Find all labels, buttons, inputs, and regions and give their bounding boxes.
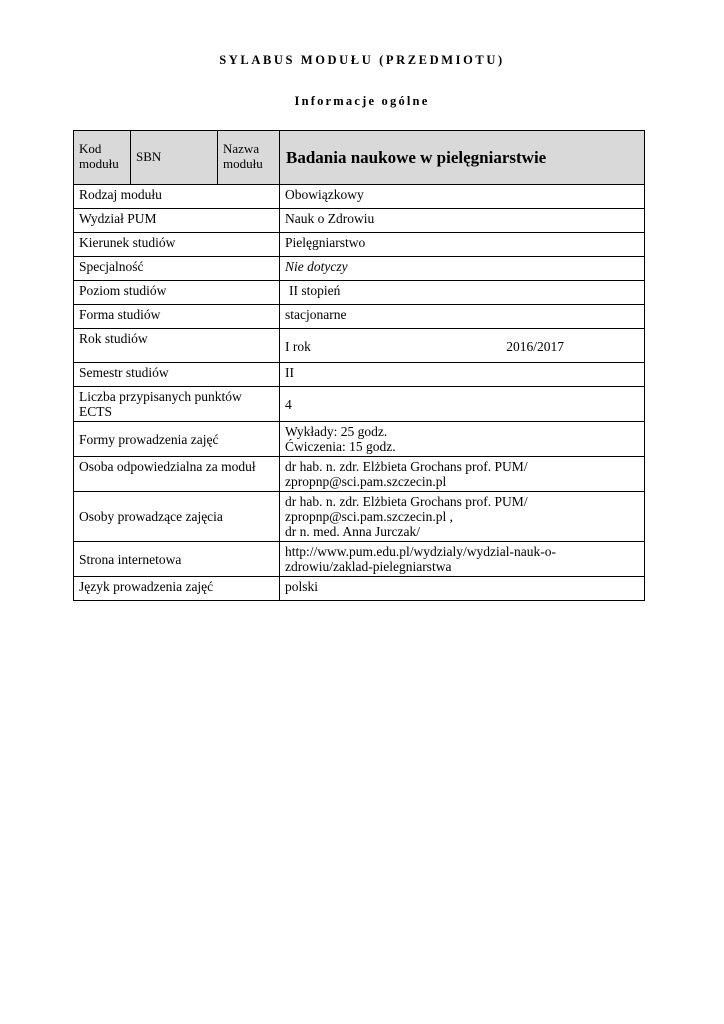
row-label: Forma studiów (74, 305, 280, 329)
row-value: 4 (280, 387, 645, 422)
table-row (74, 209, 645, 233)
row-label: Poziom studiów (74, 281, 280, 305)
row-label: Osoby prowadzące zajęcia (74, 492, 280, 542)
row-label: Wydział PUM (74, 209, 280, 233)
module-info-table (73, 130, 645, 601)
value-line: dr hab. n. zdr. Elżbieta Grochans prof. PUM/ (285, 459, 528, 474)
row-value (280, 457, 645, 492)
table-row (74, 363, 645, 387)
row-value (280, 492, 645, 542)
row-value: Nauk o Zdrowiu (280, 209, 645, 233)
value-line: Ćwiczenia: 15 godz. (285, 439, 396, 454)
table-row (74, 281, 645, 305)
table-row (74, 185, 645, 209)
section-subtitle: Informacje ogólne (294, 94, 430, 108)
website-link-line[interactable]: zdrowiu/zaklad-pielegniarstwa (285, 559, 452, 574)
row-value: II stopień (280, 281, 645, 305)
row-value (280, 542, 645, 577)
table-row (74, 329, 645, 363)
row-value: Nie dotyczy (280, 257, 645, 281)
module-code-value: SBN (131, 131, 218, 185)
academic-year: 2016/2017 (506, 339, 564, 354)
table-row (74, 577, 645, 601)
table-row (74, 422, 645, 457)
row-label: Osoba odpowiedzialna za moduł (74, 457, 280, 492)
row-value: II (280, 363, 645, 387)
row-label: Rok studiów (74, 329, 280, 363)
table-row (74, 387, 645, 422)
website-link-line[interactable]: http://www.pum.edu.pl/wydzialy/wydzial-nauk-o- (285, 544, 556, 559)
study-year: I rok (285, 339, 311, 354)
row-label: Liczba przypisanych punktów ECTS (74, 387, 280, 422)
row-value: polski (280, 577, 645, 601)
row-value (280, 329, 645, 363)
value-line: zpropnp@sci.pam.szczecin.pl , (285, 509, 453, 524)
row-value: Pielęgniarstwo (280, 233, 645, 257)
row-label: Strona internetowa (74, 542, 280, 577)
row-label: Specjalność (74, 257, 280, 281)
table-row (74, 233, 645, 257)
row-label: Kierunek studiów (74, 233, 280, 257)
value-line: dr hab. n. zdr. Elżbieta Grochans prof. PUM/ (285, 494, 528, 509)
module-code-label: Kod modułu (74, 131, 131, 185)
row-label: Formy prowadzenia zajęć (74, 422, 280, 457)
row-value: Obowiązkowy (280, 185, 645, 209)
table-row (74, 257, 645, 281)
table-row (74, 492, 645, 542)
table-row (74, 542, 645, 577)
row-label: Rodzaj modułu (74, 185, 280, 209)
row-label: Semestr studiów (74, 363, 280, 387)
row-value: stacjonarne (280, 305, 645, 329)
value-line: zpropnp@sci.pam.szczecin.pl (285, 474, 447, 489)
row-label: Język prowadzenia zajęć (74, 577, 280, 601)
module-name-label: Nazwa modułu (218, 131, 280, 185)
module-header-row (74, 131, 645, 185)
value-line: dr n. med. Anna Jurczak/ (285, 524, 420, 539)
value-line: Wykłady: 25 godz. (285, 424, 388, 439)
document-title: SYLABUS MODUŁU (PRZEDMIOTU) (219, 53, 505, 67)
table-row (74, 305, 645, 329)
module-name-value: Badania naukowe w pielęgniarstwie (280, 131, 645, 185)
row-value (280, 422, 645, 457)
table-row (74, 457, 645, 492)
